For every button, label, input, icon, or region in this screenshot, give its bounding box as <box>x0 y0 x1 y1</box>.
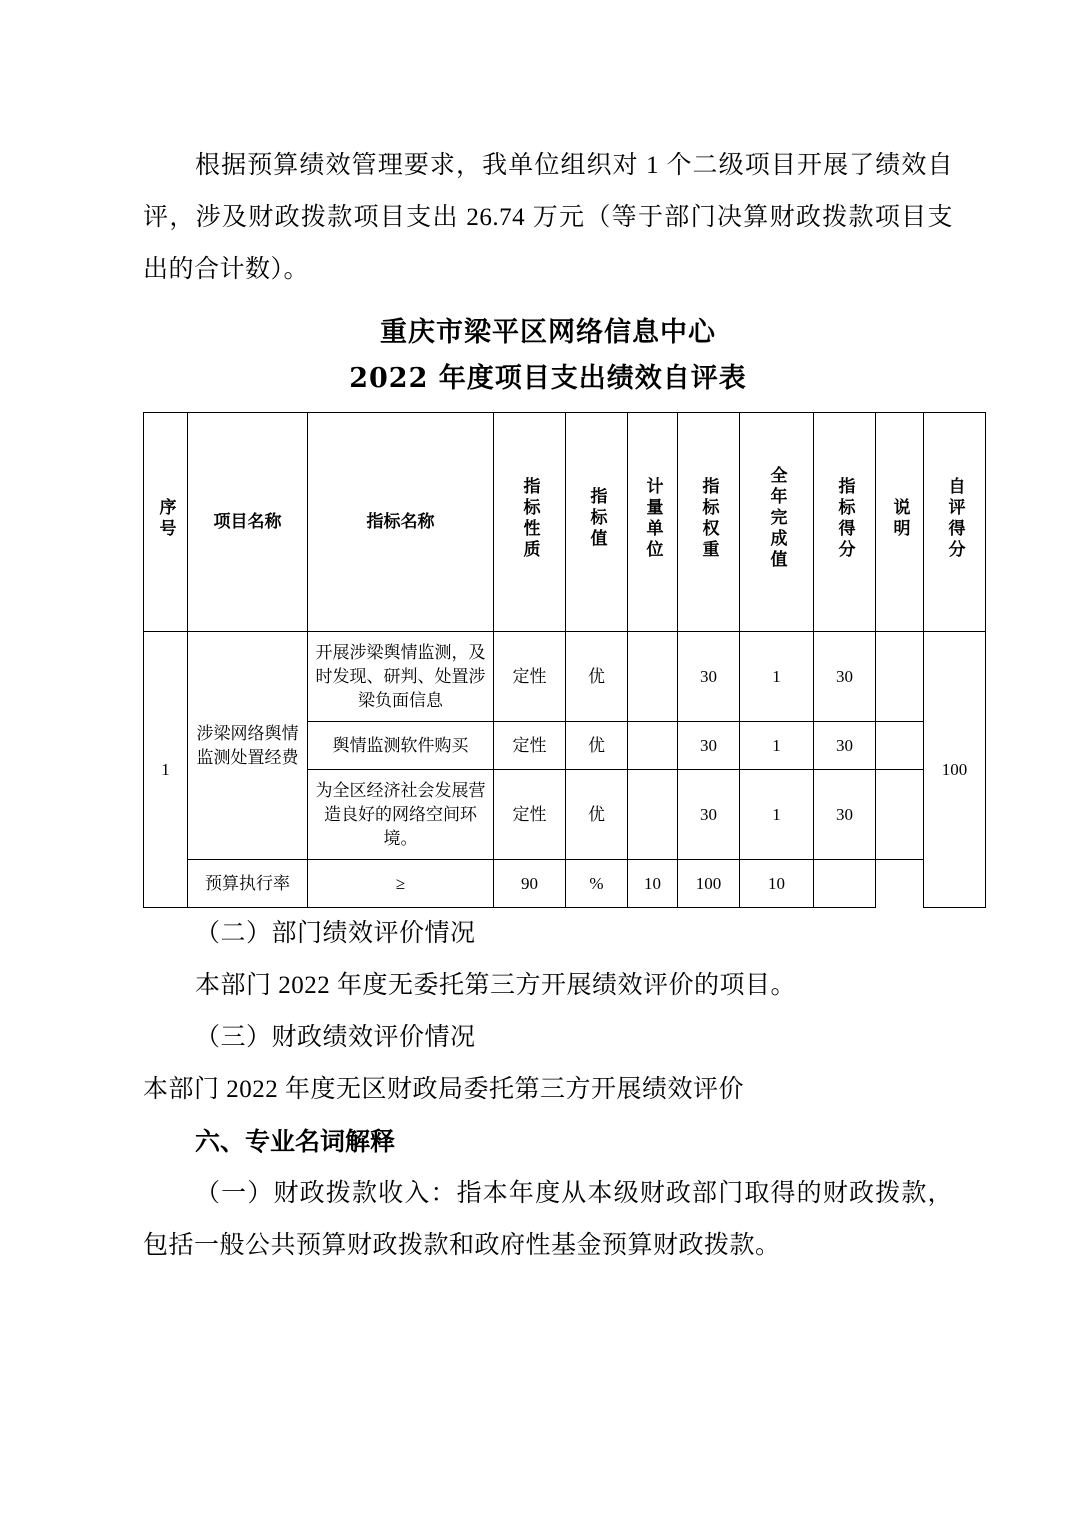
header-indicator-nature: 指标性质 <box>494 413 566 632</box>
cell-weight: 10 <box>628 860 678 908</box>
cell-indicator-value: 优 <box>566 632 628 722</box>
cell-indicator-score: 30 <box>814 770 876 860</box>
section-3-title: （三）财政绩效评价情况 <box>195 1024 476 1051</box>
title-line-1: 重庆市梁平区网络信息中心 <box>380 317 716 348</box>
cell-unit: % <box>566 860 628 908</box>
cell-seq: 1 <box>144 632 188 908</box>
cell-indicator-nature: 定性 <box>494 632 566 722</box>
cell-indicator-score: 10 <box>740 860 814 908</box>
cell-weight: 30 <box>678 722 740 770</box>
cell-self-score: 100 <box>924 632 986 908</box>
header-indicator-name: 指标名称 <box>308 413 494 632</box>
section-6-item-1: （一）财政拨款收入：指本年度从本级财政部门取得的财政拨款，包括一般公共预算财政拨款和政府性基金预算财政拨款。 <box>143 1180 953 1259</box>
cell-indicator-score: 30 <box>814 632 876 722</box>
cell-remark <box>814 860 876 908</box>
cell-project-name: 涉梁网络舆情监测处置经费 <box>188 632 308 860</box>
cell-indicator-name: 舆情监测软件购买 <box>308 722 494 770</box>
table-title-block <box>143 310 953 402</box>
table-row <box>144 860 986 908</box>
cell-indicator-name: 预算执行率 <box>188 860 308 908</box>
cell-indicator-name: 为全区经济社会发展营造良好的网络空间环境。 <box>308 770 494 860</box>
intro-paragraph: 根据预算绩效管理要求，我单位组织对 1 个二级项目开展了绩效自评，涉及财政拨款项目支出 26.74 万元（等于部门决算财政拨款项目支出的合计数）。 <box>143 152 953 283</box>
table-row <box>144 632 986 722</box>
cell-indicator-nature: 定性 <box>494 722 566 770</box>
section-6-heading: 六、专业名词解释 <box>195 1127 396 1156</box>
document-content <box>143 140 968 1272</box>
cell-indicator-value: 优 <box>566 722 628 770</box>
cell-annual-completion: 100 <box>678 860 740 908</box>
cell-annual-completion: 1 <box>740 722 814 770</box>
header-annual-completion: 全年完成值 <box>740 413 814 632</box>
cell-annual-completion: 1 <box>740 632 814 722</box>
cell-unit <box>628 632 678 722</box>
cell-remark <box>876 770 924 860</box>
cell-remark <box>876 632 924 722</box>
cell-indicator-name: 开展涉梁舆情监测，及时发现、研判、处置涉梁负面信息 <box>308 632 494 722</box>
after-table-text <box>143 908 953 1272</box>
table-header-row <box>144 413 986 632</box>
section-2-text: 本部门 2022 年度无委托第三方开展绩效评价的项目。 <box>195 972 797 999</box>
header-weight: 指标权重 <box>678 413 740 632</box>
cell-unit <box>628 722 678 770</box>
title-line-2: 2022 年度项目支出绩效自评表 <box>349 363 747 394</box>
cell-annual-completion: 1 <box>740 770 814 860</box>
cell-weight: 30 <box>678 770 740 860</box>
cell-indicator-value: 90 <box>494 860 566 908</box>
cell-indicator-nature: ≥ <box>308 860 494 908</box>
header-project-name: 项目名称 <box>188 413 308 632</box>
cell-remark <box>876 722 924 770</box>
cell-indicator-score: 30 <box>814 722 876 770</box>
header-indicator-score: 指标得分 <box>814 413 876 632</box>
header-remark: 说明 <box>876 413 924 632</box>
header-indicator-value: 指标值 <box>566 413 628 632</box>
header-self-score: 自评得分 <box>924 413 986 632</box>
cell-unit <box>628 770 678 860</box>
header-seq: 序号 <box>144 413 188 632</box>
section-3-text: 本部门 2022 年度无区财政局委托第三方开展绩效评价 <box>143 1076 745 1103</box>
cell-indicator-value: 优 <box>566 770 628 860</box>
cell-indicator-nature: 定性 <box>494 770 566 860</box>
performance-table <box>143 412 986 908</box>
header-unit: 计量单位 <box>628 413 678 632</box>
cell-weight: 30 <box>678 632 740 722</box>
section-2-title: （二）部门绩效评价情况 <box>195 920 476 947</box>
